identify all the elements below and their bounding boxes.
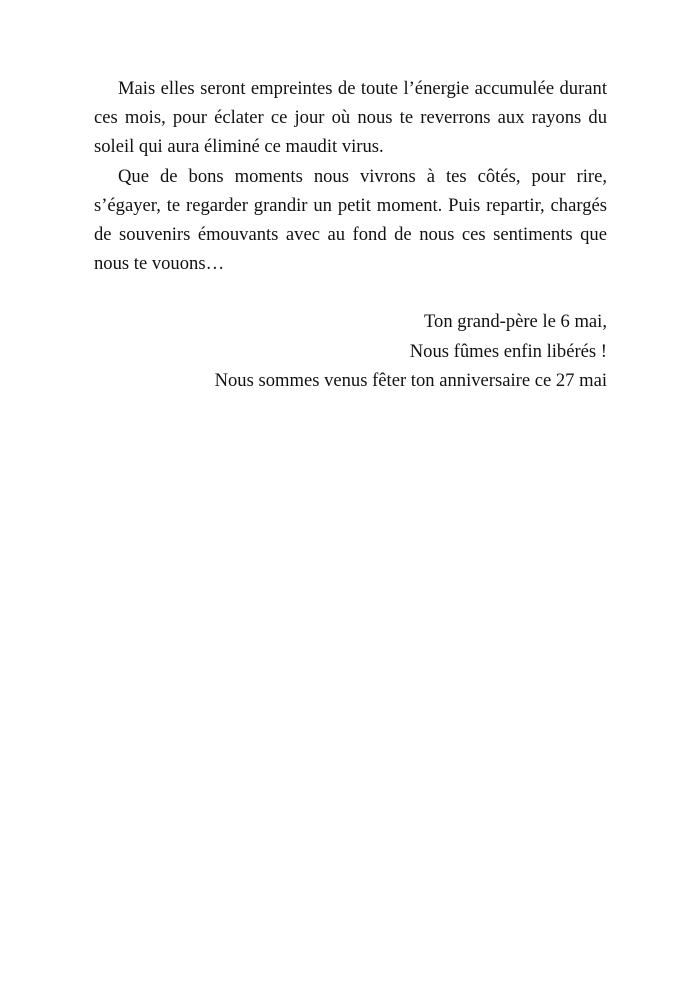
body-paragraph-2: Que de bons moments nous vivrons à tes côtés, pour rire, s’égayer, te regarder grandir un petit moment. Puis repartir, chargés de souvenirs émouvants avec au fond de nous ces sentiments que nous te vouons… — [94, 165, 607, 275]
document-page — [94, 74, 607, 395]
body-paragraph-1: Mais elles seront empreintes de toute l’énergie accumulée durant ces mois, pour éclater ce jour où nous te reverrons aux rayons du soleil qui aura éliminé ce maudit virus. — [94, 78, 607, 158]
closing-line-signature: Ton grand-père le 6 mai, — [423, 311, 607, 333]
closing-signature-block — [94, 307, 607, 395]
closing-line-anniversary: Nous sommes venus fêter ton anniversaire ce 27 mai — [214, 369, 607, 391]
closing-line-freed: Nous fûmes enfin libérés ! — [409, 340, 607, 362]
